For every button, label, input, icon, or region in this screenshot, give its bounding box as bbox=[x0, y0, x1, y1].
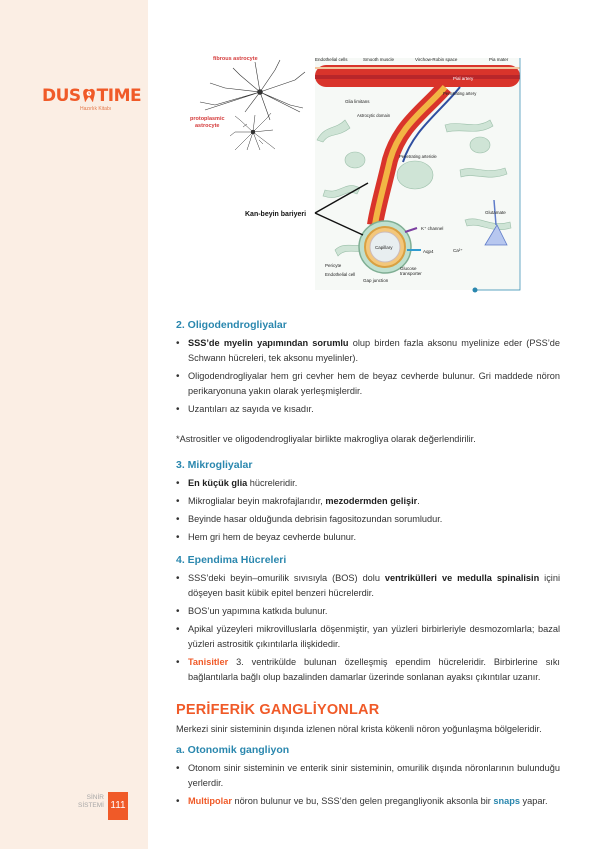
label-endothelial-cells: Endothelial cells bbox=[315, 57, 348, 62]
page-number: 111 bbox=[108, 792, 128, 820]
sidebar-band bbox=[0, 0, 148, 849]
footer-section-label bbox=[72, 794, 104, 810]
label-glucose-line1: Glucose bbox=[400, 266, 417, 271]
list-item: • SSS’deki beyin–omurilik sıvısıyla (BOS) dolu ventrikülleri ve medulla spinalisin içini döşeyen basit kübik epitel benzeri hücrelerdir. bbox=[176, 571, 560, 601]
label-astrocytic-domain: Astrocytic domain bbox=[357, 113, 391, 118]
peripheral-intro: Merkezi sinir sisteminin dışında izlenen nöral krista kökenli nöron yoğunlaşma bölgeleridir. bbox=[176, 724, 542, 734]
list-item: • Apikal yüzeyleri mikrovilluslarla döşenmiştir, yan yüzleri birbirleriyle desmozomlarla; bazal yüzleri astrositik çıkıntılarla ilişkidedir. bbox=[176, 622, 560, 652]
label-capillary: Capillary bbox=[375, 245, 393, 250]
protoplasmic-label-line2: astrocyte bbox=[195, 123, 220, 129]
peripheral-ganglia-heading: PERİFERİK GANGLİYONLAR bbox=[176, 702, 380, 718]
list-item: • Hem gri hem de beyaz cevherde bulunur. bbox=[176, 530, 560, 545]
protoplasmic-astrocyte-drawing bbox=[230, 113, 275, 150]
list-item: • Tanisitler 3. ventrikülde bulunan özelleşmiş ependim hücreleridir. Birbirlerine sıkı bağlantılarla bağlı olup bazalinden damarlar üzerinde sonlanan ayaksı çıkıntılar uzanır. bbox=[176, 655, 560, 685]
label-virchow-robin: Virchow-Robin space bbox=[415, 57, 458, 62]
footer-label-line1: SİNİR bbox=[86, 794, 104, 801]
label-penetrating-artery: Penetrating artery bbox=[443, 91, 477, 96]
label-pericyte: Pericyte bbox=[325, 263, 342, 268]
microglia-heading: 3. Mikrogliyalar bbox=[176, 459, 253, 471]
fibrous-astrocyte-drawing bbox=[200, 60, 305, 120]
label-glutamate: Glutamate bbox=[485, 210, 506, 215]
label-calcium: Ca²⁺ bbox=[453, 248, 463, 253]
label-gap-junction: Gap junction bbox=[363, 278, 389, 283]
label-penetrating-arteriole: Penetrating arteriole bbox=[399, 154, 437, 159]
logo-time: TIME bbox=[96, 86, 142, 106]
list-item: • SSS’de myelin yapımından sorumlu olup birden fazla aksonu myelinize eder (PSS’de Schwann hücreleri, tek aksonu myelinler). bbox=[176, 336, 560, 366]
logo-dus: DUS bbox=[42, 86, 81, 106]
list-item: • Mikroglialar beyin makrofajlarıdır, mezodermden gelişir. bbox=[176, 494, 560, 509]
figure-bracket-dot bbox=[473, 288, 478, 293]
microglia-list bbox=[176, 476, 560, 545]
fibrous-astrocyte-label: fibrous astrocyte bbox=[213, 56, 258, 62]
list-item: • Beyinde hasar olduğunda debrisin fagositozundan sorumludur. bbox=[176, 512, 560, 527]
label-pia-mater: Pia mater bbox=[489, 57, 509, 62]
label-k-channel: K⁺ channel bbox=[421, 226, 444, 231]
logo-subtitle: Hazırlık Kitabı bbox=[80, 106, 112, 112]
label-pial-artery: Pial artery bbox=[453, 76, 474, 81]
page-content bbox=[176, 318, 560, 812]
footer-label-line2: SİSTEMİ bbox=[77, 802, 104, 809]
autonomic-ganglion-list bbox=[176, 761, 560, 809]
list-item: • Multipolar nöron bulunur ve bu, SSS’den gelen pregangliyonik aksonla bir snaps yapar. bbox=[176, 794, 560, 809]
list-item: • Otonom sinir sisteminin ve enterik sinir sisteminin, omurilik dışında nöronlarının bulunduğu yerlerdir. bbox=[176, 761, 560, 791]
tooth-icon bbox=[82, 88, 96, 103]
list-item: • Uzantıları az sayıda ve kısadır. bbox=[176, 402, 560, 417]
ependyma-heading: 4. Ependima Hücreleri bbox=[176, 554, 287, 566]
label-glucose-line2: transporter bbox=[400, 271, 422, 276]
astrocyte-figure bbox=[185, 50, 525, 298]
oligodendroglia-heading: 2. Oligodendrogliyalar bbox=[176, 319, 287, 331]
label-aqp4: Aqp4 bbox=[423, 249, 434, 254]
label-endothelial-cell: Endothelial cell bbox=[325, 272, 356, 277]
protoplasmic-label-line1: protoplasmic bbox=[190, 116, 225, 122]
list-item: • En küçük glia hücreleridir. bbox=[176, 476, 560, 491]
label-kan-beyin-bariyeri: Kan-beyin bariyeri bbox=[245, 211, 307, 218]
list-item: • BOS’un yapımına katkıda bulunur. bbox=[176, 604, 560, 619]
ependyma-list bbox=[176, 571, 560, 685]
list-item: • Oligodendrogliyalar hem gri cevher hem de beyaz cevherde bulunur. Gri maddede nöron perikaryonuna yakın olarak yerleşmişlerdir. bbox=[176, 369, 560, 399]
oligodendroglia-list bbox=[176, 336, 560, 417]
macroglia-note: *Astrositler ve oligodendrogliyalar birlikte makrogliya olarak değerlendirilir. bbox=[176, 434, 476, 444]
dustime-logo bbox=[42, 86, 141, 106]
autonomic-ganglion-heading: a. Otonomik gangliyon bbox=[176, 744, 290, 756]
label-smooth-muscle: Smooth muscle bbox=[363, 57, 395, 62]
label-glia-limitans: Glia limitans bbox=[345, 99, 370, 104]
